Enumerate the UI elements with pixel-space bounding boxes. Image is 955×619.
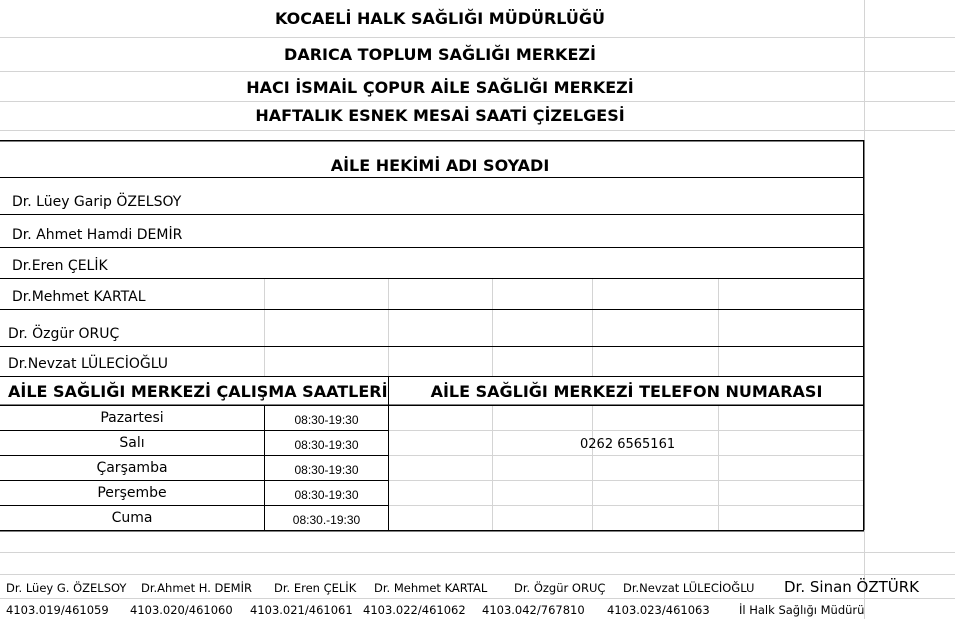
signature-code: 4103.019/461059 bbox=[6, 603, 109, 617]
day-hours: 08:30-19:30 bbox=[294, 413, 359, 427]
header-center: DARICA TOPLUM SAĞLIĞI MERKEZİ bbox=[284, 45, 596, 64]
signature-code: 4103.023/461063 bbox=[607, 603, 710, 617]
day-label: Perşembe bbox=[97, 485, 167, 501]
doctor-name: Dr. Ahmet Hamdi DEMİR bbox=[12, 227, 183, 243]
signature-code: 4103.042/767810 bbox=[482, 603, 585, 617]
phone-number: 0262 6565161 bbox=[580, 437, 676, 452]
header-directorate: KOCAELİ HALK SAĞLIĞI MÜDÜRLÜĞÜ bbox=[274, 9, 606, 28]
signature-name: Dr. Lüey G. ÖZELSOY bbox=[6, 581, 127, 595]
signature-code: 4103.020/461060 bbox=[130, 603, 233, 617]
day-label: Çarşamba bbox=[96, 460, 168, 476]
day-hours: 08:30-19:30 bbox=[294, 488, 359, 502]
director-name: Dr. Sinan ÖZTÜRK bbox=[784, 578, 920, 596]
signature-name: Dr. Mehmet KARTAL bbox=[374, 581, 488, 595]
doctor-name: Dr.Mehmet KARTAL bbox=[12, 289, 146, 305]
doctor-name: Dr.Eren ÇELİK bbox=[12, 258, 108, 274]
day-label: Pazartesi bbox=[100, 410, 164, 426]
signature-name: Dr.Nevzat LÜLECİOĞLU bbox=[623, 581, 755, 595]
phone-section-title: AİLE SAĞLIĞI MERKEZİ TELEFON NUMARASI bbox=[430, 382, 823, 401]
doctor-name: Dr. Özgür ORUÇ bbox=[8, 326, 120, 342]
signature-code: 4103.022/461062 bbox=[363, 603, 466, 617]
signature-name: Dr. Özgür ORUÇ bbox=[514, 581, 606, 595]
header-clinic: HACI İSMAİL ÇOPUR AİLE SAĞLIĞI MERKEZİ bbox=[246, 78, 634, 97]
day-hours: 08:30-19:30 bbox=[294, 463, 359, 477]
signature-name: Dr.Ahmet H. DEMİR bbox=[141, 581, 252, 595]
doctor-name: Dr. Lüey Garip ÖZELSOY bbox=[12, 194, 182, 210]
signature-code: 4103.021/461061 bbox=[250, 603, 353, 617]
day-label: Cuma bbox=[111, 510, 153, 526]
signature-name: Dr. Eren ÇELİK bbox=[274, 581, 357, 595]
day-hours: 08:30.-19:30 bbox=[292, 513, 361, 527]
day-label: Salı bbox=[119, 435, 145, 451]
day-hours: 08:30-19:30 bbox=[294, 438, 359, 452]
hours-section-title: AİLE SAĞLIĞI MERKEZİ ÇALIŞMA SAATLERİ bbox=[8, 382, 388, 401]
doctors-section-title: AİLE HEKİMİ ADI SOYADI bbox=[330, 156, 550, 175]
header-schedule-title: HAFTALIK ESNEK MESAİ SAATİ ÇİZELGESİ bbox=[255, 106, 625, 125]
doctor-name: Dr.Nevzat LÜLECİOĞLU bbox=[8, 356, 169, 372]
director-title: İl Halk Sağlığı Müdürü bbox=[739, 603, 865, 617]
